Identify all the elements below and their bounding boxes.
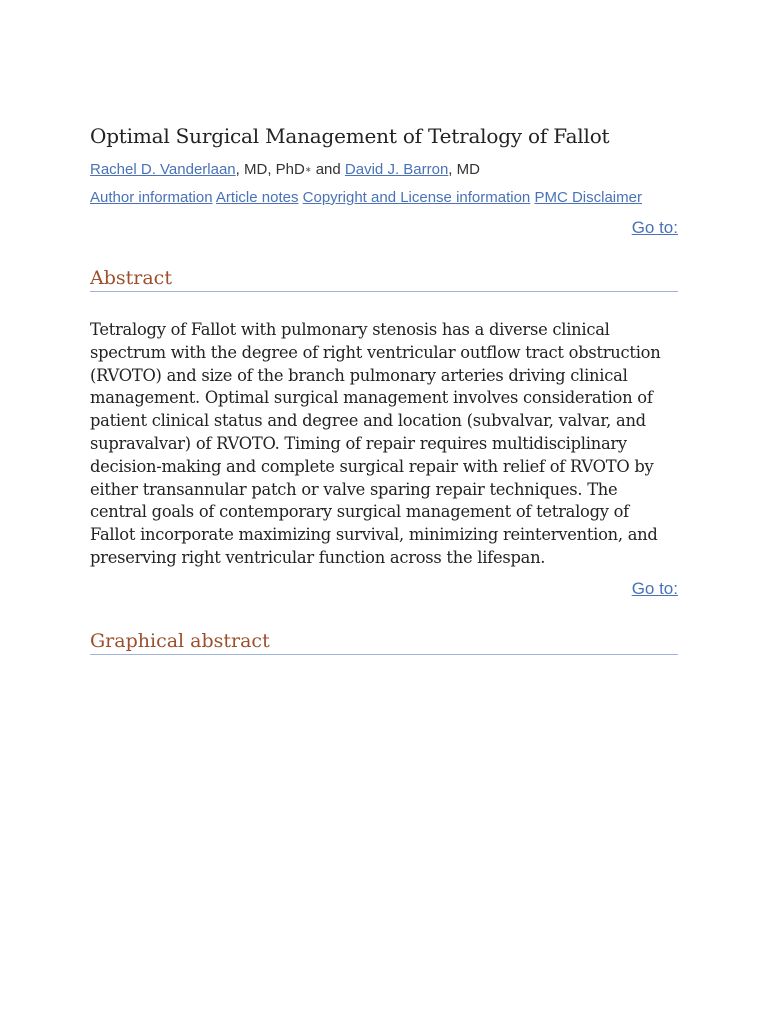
article-notes-link[interactable]: Article notes [215,189,299,206]
goto-link[interactable]: Go to: [631,578,678,598]
author-degrees: , MD, PhD [235,161,305,178]
author-conjunction: and [311,161,345,178]
goto-row [90,217,678,239]
corresponding-author-mark[interactable]: ∗ [304,165,312,174]
goto-link[interactable]: Go to: [631,218,678,237]
goto-row [90,578,678,600]
author-degrees: , MD [448,161,480,178]
graphical-abstract-heading: Graphical abstract [90,629,678,655]
author-link-barron[interactable]: David J. Barron [344,161,449,178]
article-title: Optimal Surgical Management of Tetralogy of Fallot [90,124,610,148]
article-meta-links [90,188,678,208]
author-link-vanderlaan[interactable]: Rachel D. Vanderlaan [90,161,236,178]
abstract-heading: Abstract [90,266,678,292]
author-line [90,160,678,180]
author-information-link[interactable]: Author information [90,189,213,206]
abstract-text: Tetralogy of Fallot with pulmonary stenosis has a diverse clinical spectrum with the degree of right ventricular outflow tract obstruction (RVOTO) and size of the branch pulmonary arteries driving clinical management. Optimal surgical management involves consideration of patient clinical status and degree and location (subvalvar, valvar, and supravalvar) of RVOTO. Timing of repair requires multidisciplinary decision-making and complete surgical repair with relief of RVOTO by either transannular patch or valve sparing repair techniques. The central goals of contemporary surgical management of tetralogy of Fallot incorporate maximizing survival, minimizing reintervention, and preserving right ventricular function across the lifespan. [90,320,661,567]
copyright-license-link[interactable]: Copyright and License information [302,189,531,206]
article-content [90,122,678,655]
pmc-disclaimer-link[interactable]: PMC Disclaimer [534,189,642,206]
